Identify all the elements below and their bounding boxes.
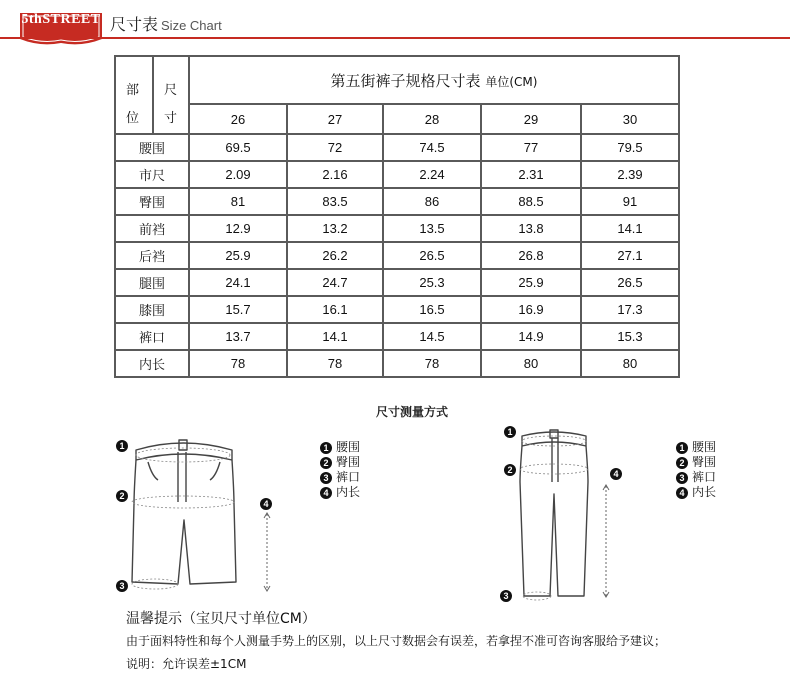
table-row [115,161,679,188]
marker-2-front: 2 [116,490,128,502]
table-cell: 79.5 [581,134,679,161]
corner-label: 位 [126,111,140,126]
corner-label: 尺 [164,83,178,98]
table-cell: 12.9 [189,215,287,242]
table-cell: 2.16 [287,161,383,188]
size-header: 27 [287,104,383,134]
inseam-arrow-front [262,512,272,592]
tips-title: 温馨提示（宝贝尺寸单位CM） [126,611,316,627]
table-cell: 26.8 [481,242,581,269]
table-row [115,188,679,215]
table-cell: 88.5 [481,188,581,215]
size-header: 29 [481,104,581,134]
row-label: 后裆 [115,242,189,269]
tips-section [126,608,666,672]
row-label: 臀围 [115,188,189,215]
table-cell: 15.7 [189,296,287,323]
table-cell: 13.2 [287,215,383,242]
legend-label: 裤口 [692,470,717,484]
table-row [115,242,679,269]
table-row [115,269,679,296]
table-cell: 26.5 [581,269,679,296]
table-cell: 2.31 [481,161,581,188]
marker-3-back: 3 [500,590,512,602]
table-cell: 14.5 [383,323,481,350]
page-title [110,12,222,35]
size-header: 26 [189,104,287,134]
table-cell: 16.5 [383,296,481,323]
table-cell: 13.7 [189,323,287,350]
size-header: 28 [383,104,481,134]
table-cell: 78 [383,350,481,377]
table-cell: 72 [287,134,383,161]
corner-label: 寸 [164,111,178,126]
table-cell: 15.3 [581,323,679,350]
legend-item [676,455,716,470]
legend-back [676,440,716,500]
table-cell: 2.39 [581,161,679,188]
table-cell: 27.1 [581,242,679,269]
marker-3-front: 3 [116,580,128,592]
table-cell: 25.9 [481,269,581,296]
table-row [115,323,679,350]
table-cell: 24.1 [189,269,287,296]
table-cell: 16.9 [481,296,581,323]
table-cell: 13.5 [383,215,481,242]
legend-number: 1 [320,442,332,454]
table-row [115,296,679,323]
legend-number: 1 [676,442,688,454]
table-cell: 14.9 [481,323,581,350]
legend-label: 裤口 [336,470,361,484]
table-cell: 86 [383,188,481,215]
marker-4-front: 4 [260,498,272,510]
legend-label: 内长 [692,485,717,499]
legend-item [320,485,360,500]
legend-label: 臀围 [336,455,361,469]
table-cell: 2.09 [189,161,287,188]
logo-text: 5thSTREET [21,12,101,27]
title-en: Size Chart [161,18,222,33]
row-label: 腰围 [115,134,189,161]
row-label: 膝围 [115,296,189,323]
table-cell: 78 [189,350,287,377]
legend-item [676,470,716,485]
legend-item [320,440,360,455]
table-cell: 69.5 [189,134,287,161]
legend-label: 臀围 [692,455,717,469]
row-label: 内长 [115,350,189,377]
inseam-arrow-back [601,484,611,598]
marker-1-front: 1 [116,440,128,452]
table-title-cell [189,56,679,104]
marker-4-back: 4 [610,468,622,480]
table-cell: 26.2 [287,242,383,269]
method-title: 尺寸测量方式 [376,405,449,419]
row-label: 裤口 [115,323,189,350]
legend-label: 腰围 [336,440,361,454]
table-cell: 25.3 [383,269,481,296]
legend-item [676,485,716,500]
row-label: 市尺 [115,161,189,188]
table-title: 第五街裤子规格尺寸表 [330,71,481,90]
size-header: 30 [581,104,679,134]
table-cell: 17.3 [581,296,679,323]
legend-item [320,470,360,485]
table-cell: 2.24 [383,161,481,188]
legend-label: 内长 [336,485,361,499]
table-cell: 78 [287,350,383,377]
marker-1-back: 1 [504,426,516,438]
table-cell: 14.1 [287,323,383,350]
pants-front-illustration [128,432,244,597]
corner-cell [115,56,189,134]
tips-line-2: 说明：允许误差±1CM [126,657,247,671]
table-unit: 单位(CM) [485,74,538,89]
table-cell: 80 [481,350,581,377]
size-header-row [115,104,679,134]
size-table [114,55,680,378]
table-cell: 25.9 [189,242,287,269]
table-cell: 74.5 [383,134,481,161]
pants-back-illustration [516,424,592,604]
table-cell: 13.8 [481,215,581,242]
legend-label: 腰围 [692,440,717,454]
table-cell: 26.5 [383,242,481,269]
legend-item [320,455,360,470]
tips-line-1: 由于面料特性和每个人测量手势上的区别，以上尺寸数据会有误差，若拿捏不准可咨询客服给予建议； [126,634,667,648]
legend-number: 4 [320,487,332,499]
header-divider [0,37,790,39]
table-row [115,350,679,377]
table-cell: 83.5 [287,188,383,215]
legend-number: 2 [676,457,688,469]
legend-number: 4 [676,487,688,499]
marker-2-back: 2 [504,464,516,476]
legend-number: 3 [676,472,688,484]
legend-front [320,440,360,500]
table-cell: 24.7 [287,269,383,296]
table-cell: 80 [581,350,679,377]
table-row [115,134,679,161]
table-cell: 91 [581,188,679,215]
legend-item [676,440,716,455]
table-cell: 77 [481,134,581,161]
corner-label: 部 [126,83,140,98]
table-row [115,215,679,242]
table-cell: 14.1 [581,215,679,242]
title-cn: 尺寸表 [110,15,159,34]
table-cell: 16.1 [287,296,383,323]
row-label: 前裆 [115,215,189,242]
row-label: 腿围 [115,269,189,296]
legend-number: 3 [320,472,332,484]
legend-number: 2 [320,457,332,469]
table-cell: 81 [189,188,287,215]
